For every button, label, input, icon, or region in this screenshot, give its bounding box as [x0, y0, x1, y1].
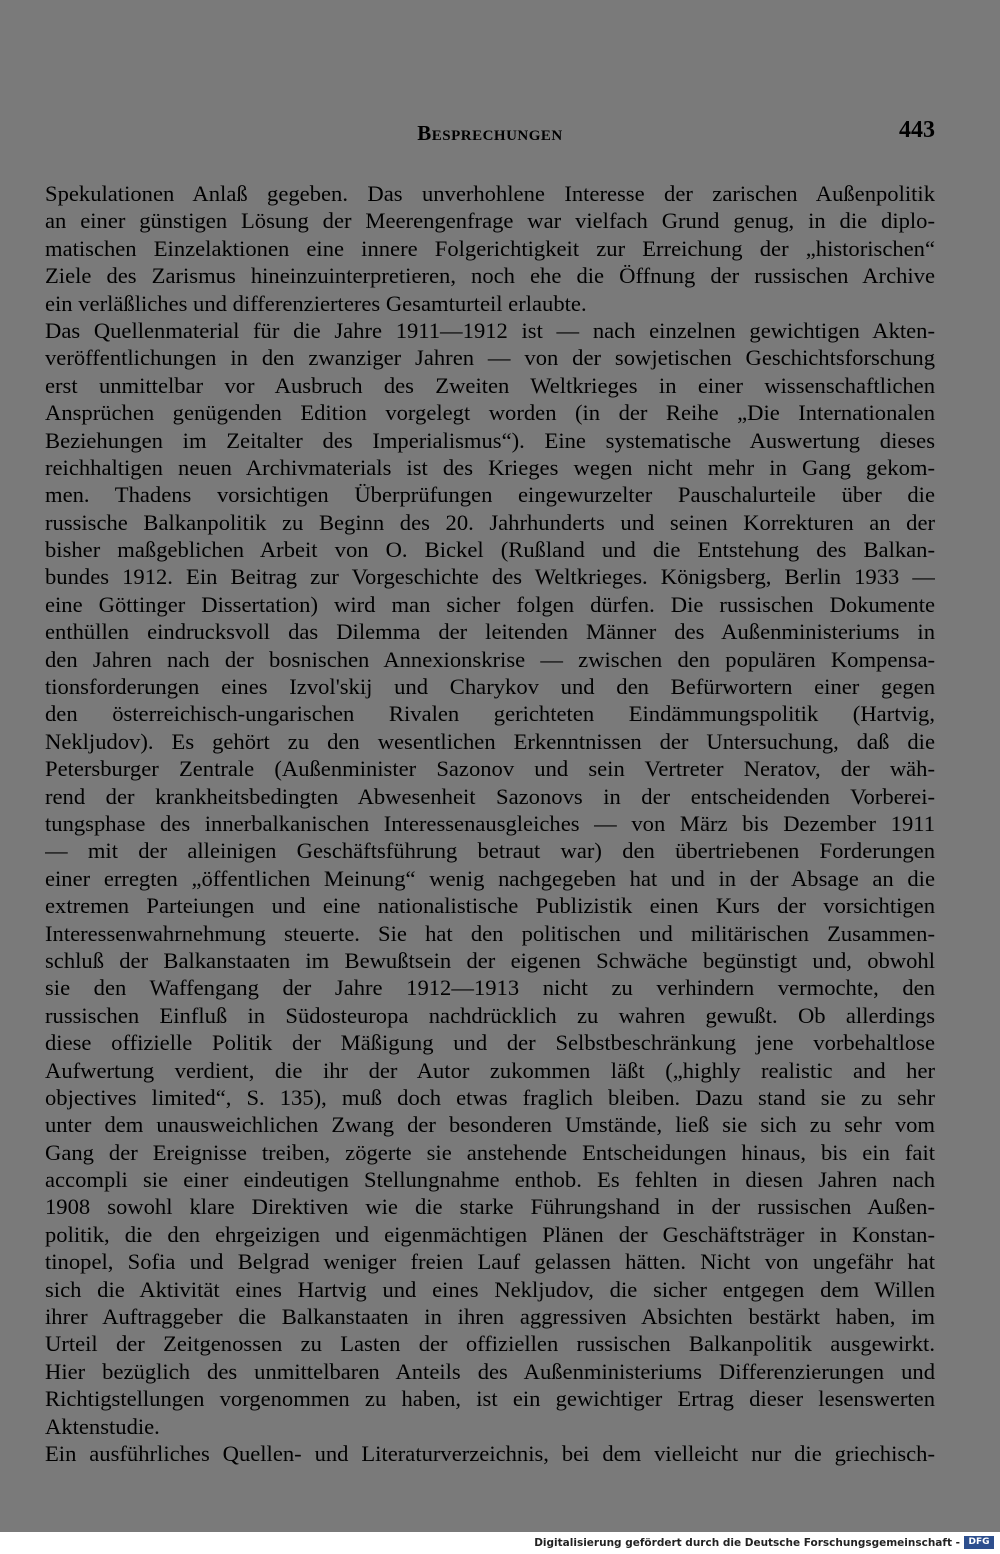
running-title: Besprechungen — [417, 121, 563, 145]
text-line: men. Thadens vorsichtigen Überprüfungen eingewurzelter Pauschalurteile über die — [45, 482, 935, 508]
text-line: den österreichisch-ungarischen Rivalen gerichteten Eindämmungspolitik (Hartvig, — [45, 701, 935, 727]
text-line: Nekljudov). Es gehört zu den wesentlichen Erkenntnissen der Untersuchung, daß die — [45, 728, 935, 754]
text-line: — mit der alleinigen Geschäftsführung betraut war) den übertriebenen Forderungen — [45, 838, 935, 864]
text-line: diese offizielle Politik der Mäßigung und der Selbstbeschränkung jene vorbehaltlose — [45, 1030, 935, 1056]
text-line: accompli sie einer eindeutigen Stellungnahme enthob. Es fehlten in diesen Jahren nach — [45, 1167, 935, 1193]
text-line: Richtigstellungen vorgenommen zu haben, ist ein gewichtiger Ertrag dieser lesenswerten — [45, 1386, 935, 1412]
text-line: Ein ausführliches Quellen- und Literaturverzeichnis, bei dem vielleicht nur die griechisch- — [45, 1440, 935, 1466]
text-line: Hier bezüglich des unmittelbaren Anteils des Außenministeriums Differenzierungen und — [45, 1358, 935, 1384]
footer-bar — [0, 1532, 1000, 1554]
text-line: russische Balkanpolitik zu Beginn des 20. Jahrhunderts und seinen Korrekturen an der — [45, 509, 935, 535]
body-text — [45, 180, 935, 1467]
text-line: sie den Waffengang der Jahre 1912—1913 nicht zu verhindern vermochte, den — [45, 975, 935, 1001]
text-line: Aktenstudie. — [45, 1413, 160, 1439]
text-line: schluß der Balkanstaaten im Bewußtsein der eigenen Schwäche begünstigt und, obwohl — [45, 947, 935, 973]
text-line: unter dem unausweichlichen Zwang der besonderen Umstände, ließ sie sich zu sehr vom — [45, 1112, 935, 1138]
text-line: enthüllen eindrucksvoll das Dilemma der leitenden Männer des Außenministeriums in — [45, 619, 935, 645]
text-line: Spekulationen Anlaß gegeben. Das unverhohlene Interesse der zarischen Außenpolitik — [45, 181, 935, 206]
text-line: Urteil der Zeitgenossen zu Lasten der offiziellen russischen Balkanpolitik ausgewirkt. — [45, 1331, 935, 1357]
text-line: Beziehungen im Zeitalter des Imperialismus“). Eine systematische Auswertung dieses — [45, 427, 935, 453]
text-line: matischen Einzelaktionen eine innere Folgerichtigkeit zur Erreichung der „historischen“ — [45, 235, 935, 261]
text-line: ein verläßliches und differenzierteres Gesamturteil erlaubte. — [45, 290, 587, 316]
text-line: Petersburger Zentrale (Außenminister Sazonov und sein Vertreter Neratov, der wäh- — [45, 756, 935, 782]
text-line: bisher maßgeblichen Arbeit von O. Bickel (Rußland und die Entstehung des Balkan- — [45, 537, 935, 563]
text-line: Ziele des Zarismus hineinzuinterpretieren, noch ehe die Öffnung der russischen Archive — [45, 263, 935, 289]
text-line: tinopel, Sofia und Belgrad weniger freien Lauf gelassen hätten. Nicht von ungefähr hat — [45, 1249, 935, 1275]
text-line: ihrer Auftraggeber die Balkanstaaten in ihren aggressiven Absichten bestärkt haben, im — [45, 1304, 935, 1330]
text-line: Ansprüchen genügenden Edition vorgelegt worden (in der Reihe „Die Internationalen — [45, 400, 935, 426]
page-number: 443 — [899, 117, 935, 143]
text-line: bundes 1912. Ein Beitrag zur Vorgeschichte des Weltkrieges. Königsberg, Berlin 1933 — — [45, 564, 935, 590]
digitization-credit: Digitalisierung gefördert durch die Deutsche Forschungsgemeinschaft - — [534, 1537, 960, 1549]
text-line: extremen Parteiungen und eine nationalistische Publizistik einen Kurs der vorsichtigen — [45, 893, 935, 919]
text-line: Das Quellenmaterial für die Jahre 1911—1912 ist — nach einzelnen gewichtigen Akten- — [45, 317, 935, 343]
text-line: den Jahren nach der bosnischen Annexionskrise — zwischen den populären Kompensa- — [45, 646, 935, 672]
text-line: rend der krankheitsbedingten Abwesenheit Sazonovs in der entscheidenden Vorberei- — [45, 783, 935, 809]
text-line: reichhaltigen neuen Archivmaterials ist des Krieges wegen nicht mehr in Gang gekom- — [45, 454, 935, 480]
text-line: erst unmittelbar vor Ausbruch des Zweiten Weltkrieges in einer wissenschaftlichen — [45, 372, 935, 398]
text-line: tungsphase des innerbalkanischen Interessenausgleiches — von März bis Dezember 1911 — [45, 810, 935, 836]
text-line: objectives limited“, S. 135), muß doch etwas fraglich bleiben. Dazu stand sie zu sehr — [45, 1084, 935, 1110]
text-line: Interessenwahrnehmung steuerte. Sie hat den politischen und militärischen Zusammen- — [45, 920, 935, 946]
text-line: Gang der Ereignisse treiben, zögerte sie anstehende Entscheidungen hinaus, bis ein fait — [45, 1139, 935, 1165]
text-line: an einer günstigen Lösung der Meerengenfrage war vielfach Grund genug, in die diplo- — [45, 208, 935, 234]
text-line: einer erregten „öffentlichen Meinung“ wenig nachgegeben hat und in der Absage an die — [45, 865, 935, 891]
text-line: politik, die den ehrgeizigen und eigenmächtigen Plänen der Geschäftsträger in Konstan- — [45, 1221, 935, 1247]
text-line: veröffentlichungen in den zwanziger Jahren — von der sowjetischen Geschichtsforschung — [45, 345, 935, 371]
dfg-logo-icon: DFG — [964, 1536, 994, 1549]
running-head — [45, 117, 935, 147]
text-line: tionsforderungen eines Izvol'skij und Charykov und den Befürwortern einer gegen — [45, 674, 935, 700]
text-line: 1908 sowohl klare Direktiven wie die starke Führungshand in der russischen Außen- — [45, 1194, 935, 1220]
text-line: eine Göttinger Dissertation) wird man sicher folgen dürfen. Die russischen Dokumente — [45, 591, 935, 617]
text-line: russischen Einfluß in Südosteuropa nachdrücklich zu wahren gewußt. Ob allerdings — [45, 1002, 935, 1028]
text-line: Aufwertung verdient, die ihr der Autor zukommen läßt („highly realistic and her — [45, 1057, 935, 1083]
text-line: sich die Aktivität eines Hartvig und eines Nekljudov, die sicher entgegen dem Willen — [45, 1276, 935, 1302]
